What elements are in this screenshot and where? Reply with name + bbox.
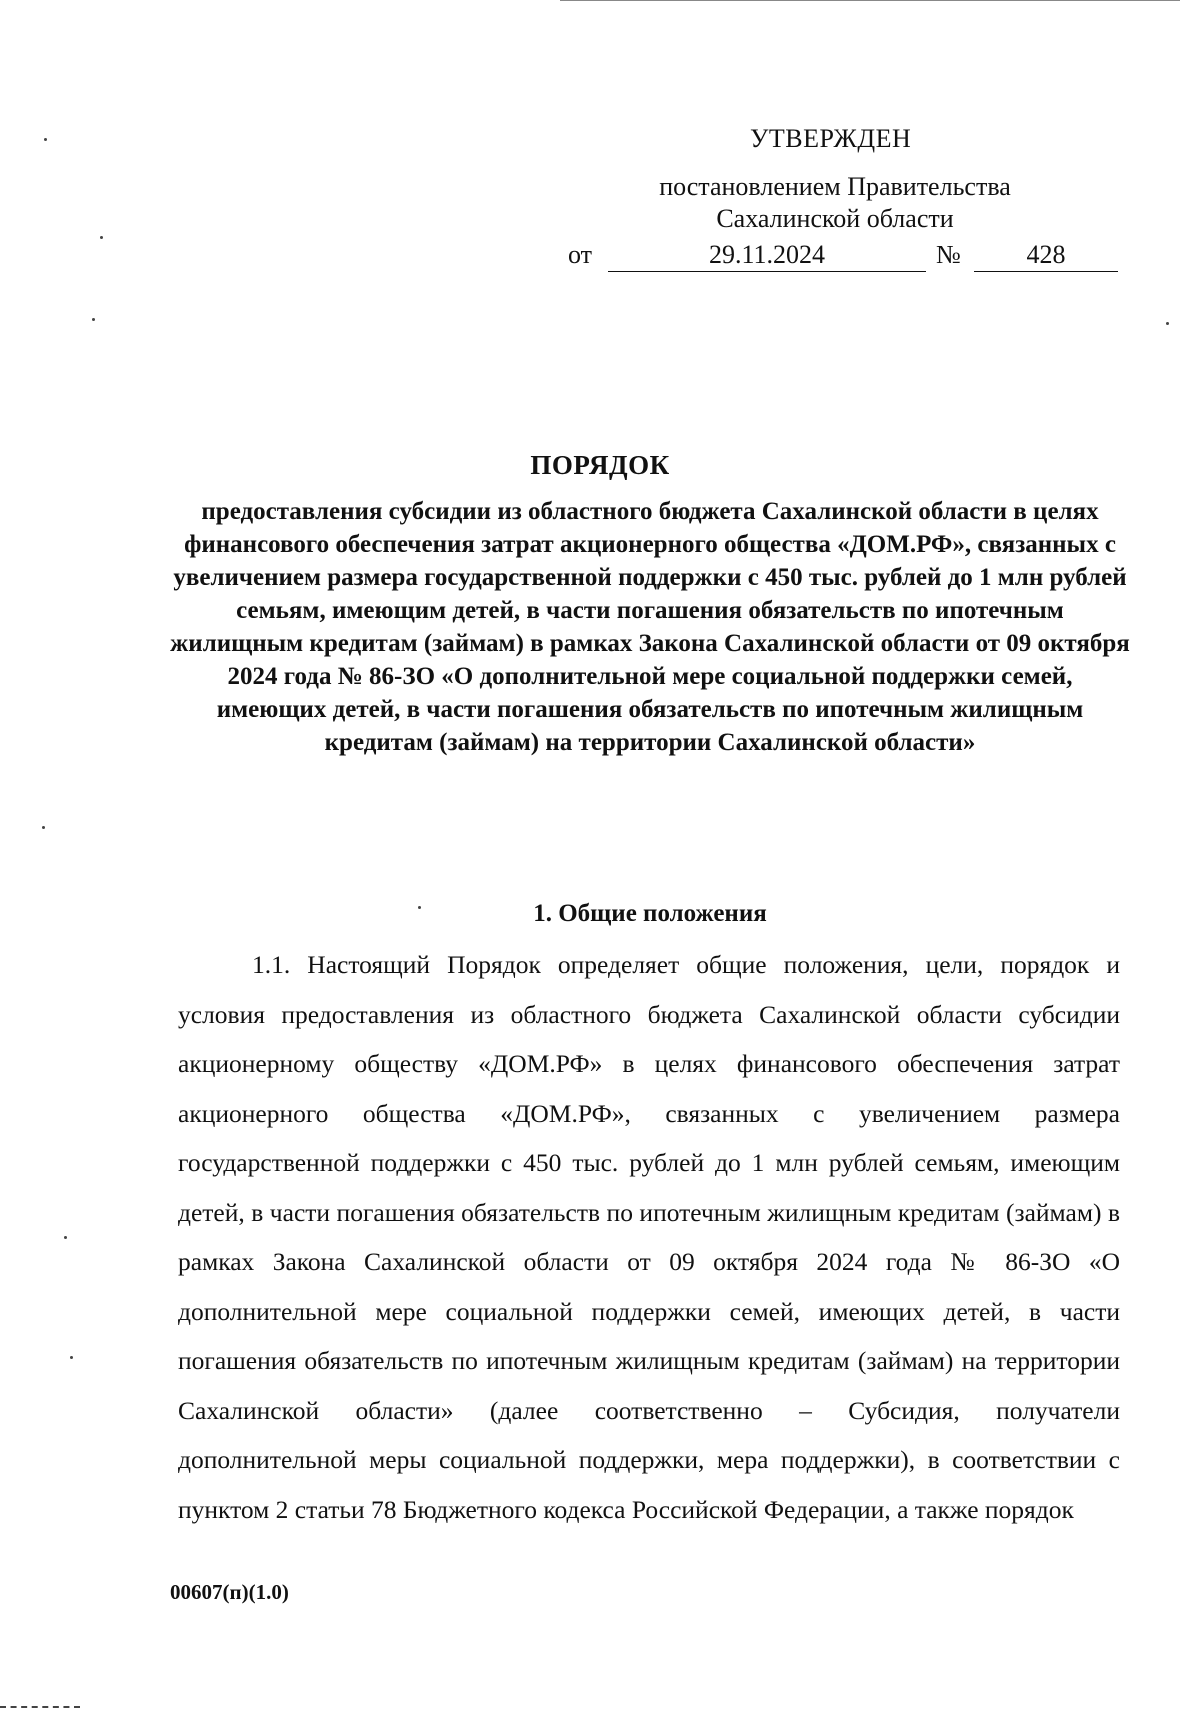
document-code: 00607(п)(1.0) bbox=[170, 1580, 289, 1604]
decree-line-2: Сахалинской области bbox=[716, 204, 954, 233]
section-heading: 1. Общие положения bbox=[533, 900, 767, 927]
document-subtitle: предоставления субсидии из областного бюджета Сахалинской области в целях финансового обеспечения затрат акционерного общества «ДОМ.РФ», связанных с увеличением размера государственной поддержки с 450 тыс. рублей до 1 млн рублей семьям, имеющим детей, в части погашения обязательств по ипотечным жилищным кредитам (займам) в рамках Закона Сахалинской области от 09 октября 2024 года № 86-ЗО «О дополнительной мере социальной поддержки семей, имеющих детей, в части погашения обязательств по ипотечным жилищным кредитам (займам) на территории Сахалинской области» bbox=[170, 498, 1130, 756]
section-paragraph: 1.1. Настоящий Порядок определяет общие положения, цели, порядок и условия предоставления из областного бюджета Сахалинской области субсидии акционерному обществу «ДОМ.РФ» в целях финансового обеспечения затрат акционерного общества «ДОМ.РФ», связанных с увеличением размера государственной поддержки с 450 тыс. рублей до 1 млн рублей семьям, имеющим детей, в части погашения обязательств по ипотечным жилищным кредитам (займам) в рамках Закона Сахалинской области от 09 октября 2024 года № 86-ЗО «О дополнительной мере социальной поддержки семей, имеющих детей, в части погашения обязательств по ипотечным жилищным кредитам (займам) на территории Сахалинской области» (далее соответственно – Субсидия, получатели дополнительной меры социальной поддержки, мера поддержки), в соответствии с пунктом 2 статьи 78 Бюджетного кодекса Российской Федерации, а также порядок bbox=[178, 950, 1120, 1524]
approval-stamp-heading: УТВЕРЖДЕН bbox=[750, 124, 912, 153]
scan-speck bbox=[64, 1236, 67, 1239]
scan-speck bbox=[44, 138, 47, 141]
scan-speck bbox=[1166, 322, 1169, 325]
bottom-scan-edge bbox=[0, 1706, 80, 1708]
number-label: № bbox=[936, 240, 961, 269]
scan-speck bbox=[100, 236, 103, 239]
scan-speck bbox=[418, 906, 421, 909]
scan-speck bbox=[42, 826, 45, 829]
decree-line-1: постановлением Правительства bbox=[659, 172, 1011, 201]
scan-speck bbox=[92, 318, 95, 321]
decree-date-row bbox=[568, 236, 1118, 272]
decree-date: 29.11.2024 bbox=[608, 240, 926, 272]
scan-speck bbox=[70, 1356, 73, 1359]
from-label: от bbox=[568, 240, 593, 269]
top-scan-edge bbox=[560, 0, 1180, 1]
document-title: ПОРЯДОК bbox=[530, 450, 670, 480]
decree-number: 428 bbox=[974, 240, 1118, 272]
